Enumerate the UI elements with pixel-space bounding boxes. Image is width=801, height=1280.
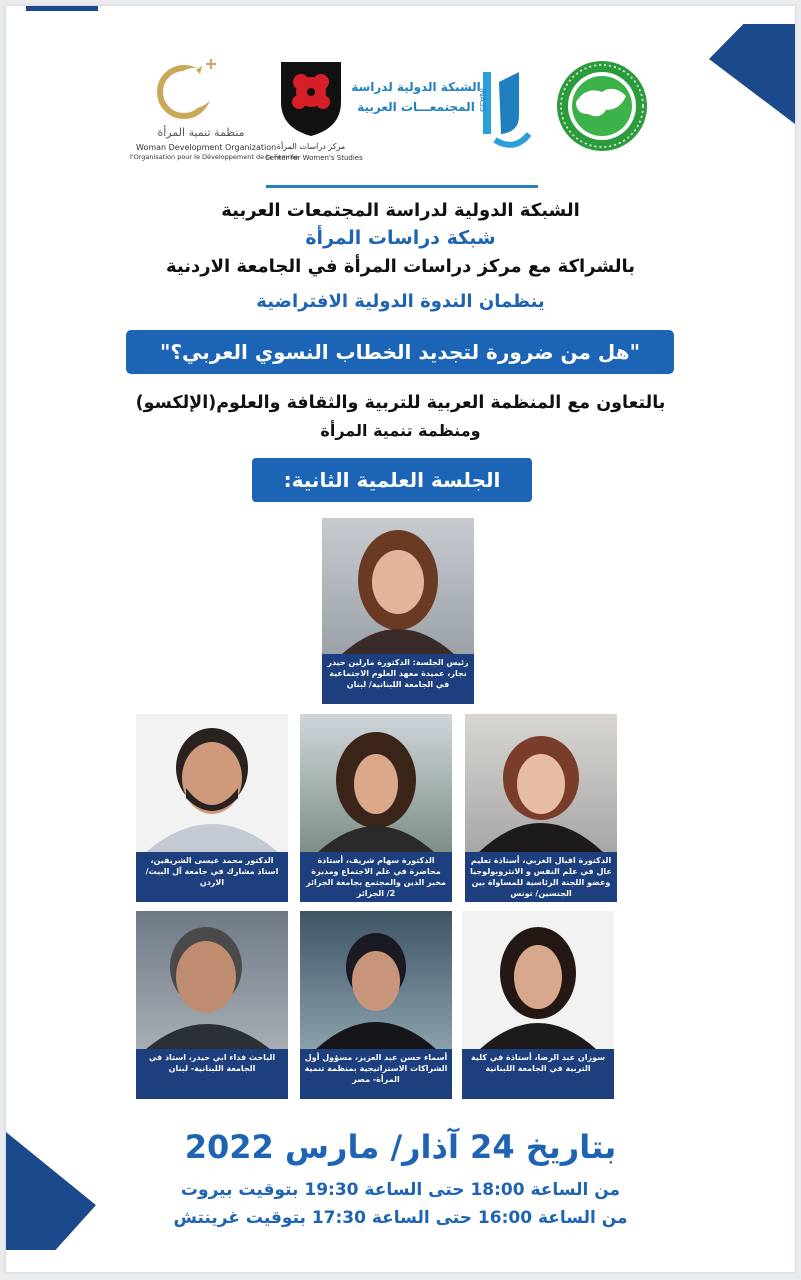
- chair-photo: [322, 518, 474, 654]
- chair-card: [322, 518, 474, 704]
- speaker-caption: الدكتورة اقبال الغربي، أستاذة تعليم عال في علم النفس و الانثروبولوجيا وعضو اللجنة الرئاسية للمساواة بين الجنسين/ تونس: [465, 852, 617, 902]
- speaker-photo: [300, 714, 452, 852]
- speaker-photo: [136, 911, 288, 1049]
- hibiscus-shield-icon: [271, 58, 351, 138]
- cws-arabic-name: مركز دراسات المرأة: [276, 142, 346, 151]
- partnership-line: بالشراكة مع مركز دراسات المرأة في الجامعة الاردنية: [165, 256, 636, 277]
- arab-organization-emblem: [554, 58, 654, 158]
- speaker-card: [462, 911, 614, 1099]
- center-womens-studies-logo: [265, 58, 363, 168]
- speaker-caption: أسماء حسن عبد العزيز، مسؤول أول الشراكات الاستراتيجية بمنظمة تنمية المرأة- مصر: [300, 1049, 452, 1099]
- woman-development-organization-logo: منظمة تنمية المرأة Woman Development Organization l'Organisation pour le Développement de la Femme: [136, 58, 266, 168]
- chair-caption: رئيس الجلسة: الدكتورة مارلين حيدر نجار، عميدة معهد العلوم الاجتماعية في الجامعة اللبنانية/ لبنان: [322, 654, 474, 704]
- cooperation-line-2: ومنظمة تنمية المرأة: [320, 421, 481, 440]
- poster-page: [6, 6, 795, 1272]
- speaker-caption: الدكتورة سهام شريف، أستاذة محاضرة في علم الاجتماع ومديرة مخبر الدين والمجتمع بجامعة الجزائر 2/ الجزائر: [300, 852, 452, 902]
- speaker-caption: الدكتور محمد عيسى الشريفين، استاذ مشارك في جامعة آل البيت/ الاردن: [136, 852, 288, 902]
- inass-arabic-line-2: المجتمعـــات العربية: [357, 100, 475, 114]
- speaker-card: [300, 911, 452, 1099]
- greenwich-time: من الساعة 16:00 حتى الساعة 17:30 بتوقيت غرينتش: [173, 1208, 628, 1228]
- event-date: بتاريخ 24 آذار/ مارس 2022: [184, 1128, 617, 1166]
- beirut-time: من الساعة 18:00 حتى الساعة 19:30 بتوقيت بيروت: [180, 1180, 621, 1200]
- speaker-card: [136, 714, 288, 902]
- speaker-photo: [462, 911, 614, 1049]
- wdo-emblem-icon: [136, 58, 266, 128]
- top-edge-accent: [26, 6, 98, 11]
- inass-emblem-icon: [481, 68, 533, 160]
- organizers-line: ينظمان الندوة الدولية الافتراضية: [256, 291, 545, 312]
- arab-map-seal-icon: [554, 58, 650, 154]
- women-studies-network: شبكة دراسات المرأة: [305, 227, 496, 249]
- network-title: الشبكة الدولية لدراسة المجتمعات العربية: [221, 200, 580, 221]
- wdo-english-name: Woman Development Organization: [136, 143, 277, 152]
- corner-decoration-top-right: [709, 24, 795, 124]
- inass-network-logo: [351, 58, 531, 168]
- logo-row: [130, 58, 656, 168]
- speaker-card: [136, 911, 288, 1099]
- speaker-photo: [465, 714, 617, 852]
- wdo-french-name: l'Organisation pour le Développement de la Femme: [130, 153, 299, 161]
- speaker-photo: [300, 911, 452, 1049]
- speaker-photo: [136, 714, 288, 852]
- session-label: الجلسة العلمية الثانية:: [252, 458, 532, 502]
- header-divider: [266, 185, 538, 188]
- cws-english-name: Center for Women's Studies: [265, 154, 363, 162]
- speaker-card: [300, 714, 452, 902]
- speaker-caption: الباحث فداء ابي حيدر، استاذ في الجامعة اللبنانية- لبنان: [136, 1049, 288, 1099]
- speaker-caption: سوزان عبد الرضا، أستاذة في كلية التربية في الجامعة اللبنانية: [462, 1049, 614, 1099]
- inass-arabic-line-1: الشبكة الدولية لدراسة: [351, 80, 481, 94]
- speaker-card: [465, 714, 617, 902]
- cooperation-line: بالتعاون مع المنظمة العربية للتربية والثقافة والعلوم(الإلكسو): [135, 393, 666, 413]
- seminar-title-banner: "هل من ضرورة لتجديد الخطاب النسوي العربي؟": [126, 330, 674, 374]
- inass-latin-label: INASS: [478, 88, 487, 112]
